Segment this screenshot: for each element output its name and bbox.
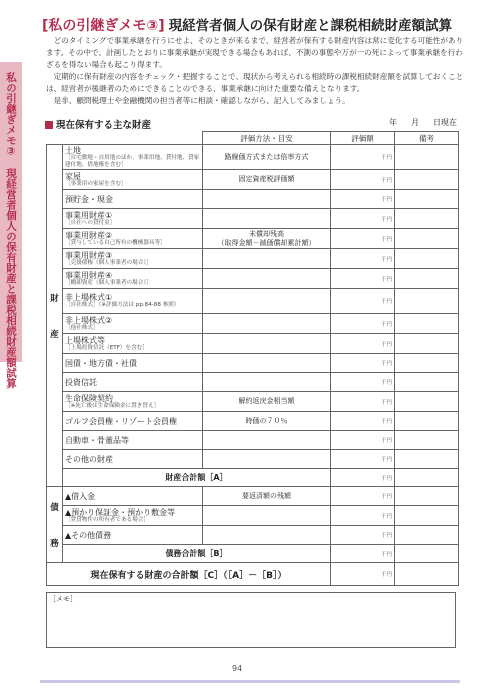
evaluation-method-cell [203,354,331,373]
item-name-cell [63,354,203,373]
table-row [47,334,459,354]
item-name-cell [63,506,203,526]
table-row [47,506,459,526]
item-name-cell [63,209,203,229]
amount-input[interactable]: 千円 [331,373,395,392]
evaluation-method-cell [203,190,331,209]
amount-input[interactable]: 千円 [331,229,395,249]
amount-input[interactable]: 千円 [331,506,395,526]
remarks-input[interactable] [395,354,459,373]
evaluation-method-cell [203,209,331,229]
evaluation-method-cell: 時価の７０％ [203,412,331,431]
page-footer-bar [40,680,460,683]
item-name-cell [63,412,203,431]
item-note: ［上場投資信託（ETF）を含む］ [65,344,148,351]
item-name-cell [63,269,203,289]
table-row [47,190,459,209]
item-name: ゴルフ会員権・リゾート会員権 [65,416,177,426]
memo-tag: [私の引継ぎメモ③] [42,18,165,34]
item-name: 非上場株式② [65,315,113,325]
remarks-input[interactable] [395,392,459,412]
item-name: 事業用財産③ [65,250,113,260]
item-note: ［自社株式］（※評価方法は pp.84-88 参照） [65,302,180,308]
assets-total-remarks[interactable] [395,469,459,487]
date-month-label: 月 [411,118,419,127]
date-day-label: 日現在 [433,118,457,127]
item-name: 土地 [65,145,81,155]
item-name-cell [63,314,203,334]
remarks-input[interactable] [395,190,459,209]
table-row [47,526,459,545]
remarks-input[interactable] [395,145,459,170]
assets-total-label: 財産合計額［A］ [63,469,331,487]
amount-input[interactable]: 千円 [331,412,395,431]
remarks-input[interactable] [395,487,459,506]
section-heading [45,117,457,129]
table-row [47,450,459,469]
asset-table [46,131,459,586]
memo-box[interactable] [46,592,456,648]
item-name: その他の財産 [65,454,113,464]
intro-paragraph-1: どのタイミングで事業承継を行うにせよ、そのときが来るまで、経営者が保有する財産内容は常に変化する可能性があります。その中で、計画したとおりに事業承継が実現できる場合もあれば、不測の事態や万が一の死によって事業承継を行わざるを得ない場合も起こり得ます。 [46,36,464,69]
item-name: ▲借入金 [65,491,96,501]
square-bullet-icon [45,121,53,129]
item-name-cell [63,431,203,450]
remarks-input[interactable] [395,209,459,229]
item-name: ▲預かり保証金・預かり敷金等 [65,507,176,517]
debts-category [47,487,63,563]
debts-total-amount[interactable]: 千円 [331,545,395,563]
page-header [42,14,452,32]
remarks-input[interactable] [395,412,459,431]
evaluation-method-cell: 未償却残高 （取得金額－減価償却累計額） [203,229,331,249]
evaluation-method-cell [203,249,331,269]
assets-category [47,145,63,487]
item-name: 非上場株式① [65,293,113,302]
header-remarks: 備考 [395,132,459,145]
evaluation-method-cell [203,506,331,526]
evaluation-method-cell [203,334,331,354]
table-row [47,209,459,229]
item-note: ［他社株式］ [65,324,99,331]
table-row [47,229,459,249]
item-note: ［自宅敷地・自用地のほか、事業用地、貸付地、貸家建付地、借地権を含む］ [65,154,200,168]
table-row [47,412,459,431]
table-row [47,354,459,373]
item-name: 上場株式等 [65,335,105,345]
amount-input[interactable]: 千円 [331,526,395,545]
item-name-cell [63,145,203,170]
amount-input[interactable]: 千円 [331,145,395,170]
header-amount: 評価額 [331,132,395,145]
item-name-cell [63,450,203,469]
amount-input[interactable]: 千円 [331,334,395,354]
remarks-input[interactable] [395,506,459,526]
item-name-cell [63,526,203,545]
item-name-cell [63,229,203,249]
item-note: ［売掛債権（個人事業者の場合）］ [65,259,152,266]
header-item-cell [47,132,203,145]
assets-total-amount[interactable]: 千円 [331,469,395,487]
intro-text [46,35,466,107]
assets-category-char: 産 [50,329,59,340]
remarks-input[interactable] [395,289,459,314]
remarks-input[interactable] [395,249,459,269]
item-name: 投資信託 [65,377,97,387]
item-name-cell [63,289,203,314]
table-row [47,314,459,334]
grand-total-row [47,563,459,586]
debts-category-char: 務 [50,538,59,549]
item-name-cell [63,170,203,190]
debts-total-label: 債務合計額［B］ [63,545,331,563]
amount-input[interactable]: 千円 [331,354,395,373]
item-name-cell [63,373,203,392]
table-row [47,249,459,269]
grand-total-remarks[interactable] [395,563,459,586]
item-name: 預貯金・現金 [65,194,113,204]
grand-total-label: 現在保有する財産の合計額［C］（［A］－［B］） [47,563,331,586]
amount-input[interactable]: 千円 [331,431,395,450]
evaluation-method-cell [203,526,331,545]
table-header-row [47,132,459,145]
item-name: 自動車・骨董品等 [65,435,129,445]
amount-input[interactable]: 千円 [331,190,395,209]
amount-input[interactable]: 千円 [331,249,395,269]
amount-input[interactable]: 千円 [331,392,395,412]
evaluation-method-cell: 解約返戻金相当額 [203,392,331,412]
remarks-input[interactable] [395,431,459,450]
evaluation-method-cell [203,314,331,334]
page-number: 94 [232,664,243,673]
evaluation-method-cell [203,450,331,469]
item-name: 生命保険契約 [65,393,113,403]
item-name-cell [63,249,203,269]
item-name: 事業用財産④ [65,270,113,280]
date-field [375,117,457,128]
item-note: ［自社への貸付金］ [65,219,116,226]
amount-input[interactable]: 千円 [331,289,395,314]
amount-input[interactable]: 千円 [331,209,395,229]
amount-input[interactable]: 千円 [331,314,395,334]
item-note: ［棚卸資産（個人事業者の場合）］ [65,279,152,286]
item-name-cell [63,190,203,209]
debts-total-row [47,545,459,563]
amount-input[interactable]: 千円 [331,487,395,506]
remarks-input[interactable] [395,170,459,190]
header-method: 評価方法・目安 [203,132,331,145]
evaluation-method-cell [203,431,331,450]
intro-paragraph-3: 是非、顧問税理士や金融機関の担当者等に相談・確認しながら、記入してみましょう。 [53,96,350,105]
table-row [47,289,459,314]
amount-input[interactable]: 千円 [331,450,395,469]
item-name: 事業用財産② [65,230,113,240]
item-name: 国債・地方債・社債 [65,358,137,368]
item-note: ［賃貸物件の所有者である場合］ [65,516,149,523]
item-name: 家屋 [65,171,81,181]
remarks-input[interactable] [395,314,459,334]
amount-input[interactable]: 千円 [331,269,395,289]
remarks-input[interactable] [395,450,459,469]
remarks-input[interactable] [395,373,459,392]
evaluation-method-cell [203,373,331,392]
page-title: 現経営者個人の保有財産と課税相続財産額試算 [168,18,453,34]
memo-label: ［メモ］ [49,595,77,603]
item-note: ［事業用の家屋を含む］ [65,180,127,187]
table-row [47,145,459,170]
evaluation-method-cell: 要返済額の残額 [203,487,331,506]
item-name-cell [63,334,203,354]
table-row [47,170,459,190]
item-name: 事業用財産① [65,210,113,220]
remarks-input[interactable] [395,334,459,354]
item-name-cell [63,392,203,412]
intro-paragraph-2: 定期的に保有財産の内容をチェック・把握することで、現状から考えられる相続時の課税相続財産額を試算しておくことは、経営者が後継者のためにできることのできる、事業承継に向けた重要な備えとなります。 [46,72,464,93]
debts-category-char: 債 [50,502,59,513]
section-title: 現在保有する主な財産 [56,120,152,131]
table-row [47,487,459,506]
item-name-cell [63,487,203,506]
remarks-input[interactable] [395,269,459,289]
sidebar-title: 私の引継ぎメモ③ 現経営者個人の保有財産と課税相続財産額試算 [5,72,17,389]
grand-total-amount[interactable]: 千円 [331,563,395,586]
debts-total-remarks[interactable] [395,545,459,563]
item-note: ［※死亡後は生命保険金に置き替え］ [65,402,160,409]
evaluation-method-cell: 固定資産税評価額 [203,170,331,190]
table-row [47,392,459,412]
table-row [47,431,459,450]
item-note: ［貸与している自己所有の機械器具等］ [65,239,166,246]
remarks-input[interactable] [395,526,459,545]
date-year-label: 年 [389,118,397,127]
evaluation-method-cell [203,269,331,289]
amount-input[interactable]: 千円 [331,170,395,190]
evaluation-method-cell: 路線価方式または倍率方式 [203,145,331,170]
assets-category-char: 財 [50,293,59,304]
table-row [47,373,459,392]
remarks-input[interactable] [395,229,459,249]
item-name: ▲その他債務 [65,530,112,540]
evaluation-method-cell [203,289,331,314]
assets-total-row [47,469,459,487]
table-row [47,269,459,289]
